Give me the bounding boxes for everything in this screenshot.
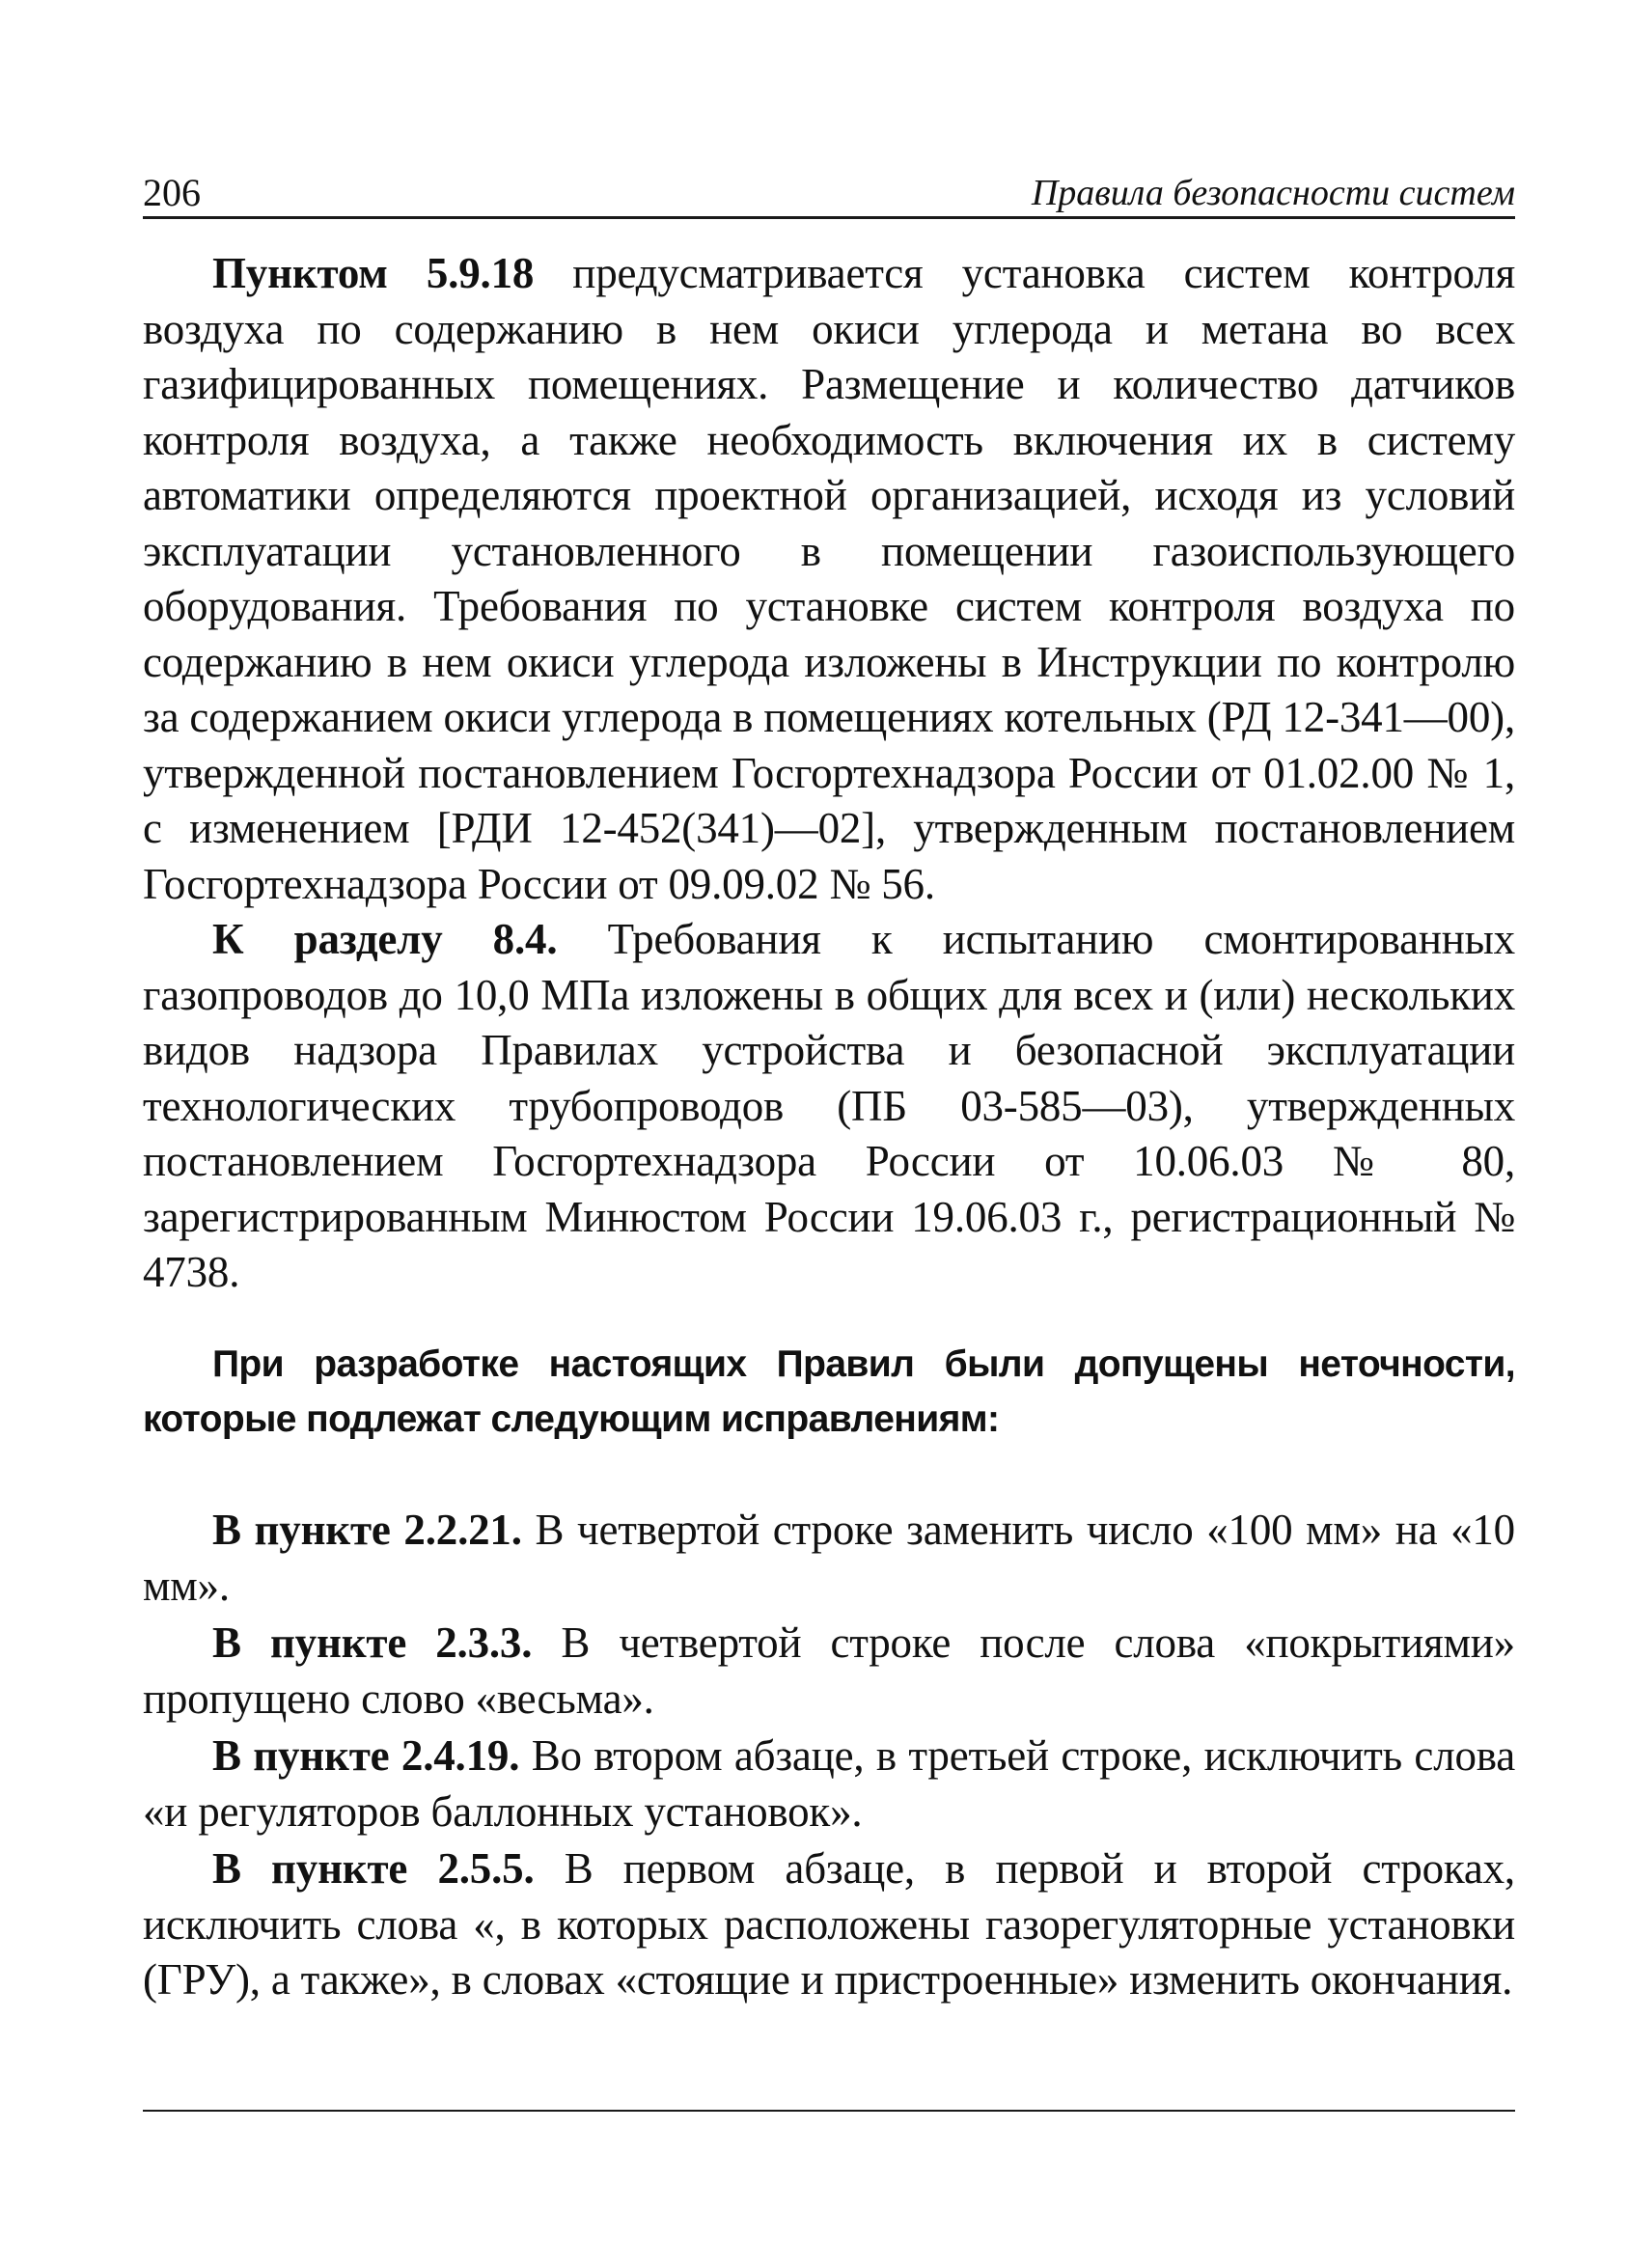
corrections-list	[143, 1503, 1515, 2010]
page-header	[143, 164, 1515, 218]
running-title: Правила безопасности систем	[1031, 173, 1515, 213]
paragraph-lead: Пунктом 5.9.18	[212, 249, 535, 297]
correction-lead: В пункте 2.4.19.	[212, 1731, 520, 1780]
correction-item	[143, 1616, 1515, 1727]
paragraph-5-9-18	[143, 246, 1515, 912]
paragraph-text: предусматривается установка систем контроля воздуха по содержанию в нем окиси углерода и метана во всех газифицированных помещениях. Размещение и количество датчиков контроля воздуха, а также необходимость включения их в систему автоматики определяются проектной организацией, исходя из условий эксплуатации установленного в помещении газоиспользующего оборудования. Требования по установке систем контроля воздуха по содержанию в нем окиси углерода изложены в Инструкции по контролю за содержанием окиси углерода в помещениях котельных (РД 12-341—00), утвержденной постановлением Госгортехнадзора России от 01.02.00 № 1, с изменением [РДИ 12-452(341)—02], утвержденным постановлением Госгортехнадзора России от 09.09.02 № 56.	[143, 249, 1515, 908]
corrections-heading: При разработке настоящих Правил были допущены неточности, которые подлежат следующим исправлениям:	[143, 1343, 1515, 1440]
correction-text: В четвертой строке заменить число «100 мм» на «10 мм».	[143, 1506, 1515, 1610]
correction-lead: В пункте 2.2.21.	[212, 1506, 522, 1554]
paragraph-lead: К разделу 8.4.	[212, 915, 558, 963]
correction-item	[143, 1503, 1515, 1614]
correction-item	[143, 1729, 1515, 1839]
correction-lead: В пункте 2.3.3.	[212, 1618, 533, 1667]
paragraph-text: Требования к испытанию смонтированных газопроводов до 10,0 МПа изложены в общих для всех и (или) нескольких видов надзора Правилах устройства и безопасной эксплуатации технологических трубопроводов (ПБ 03-585—03), утвержденных постановлением Госгортехнадзора России от 10.06.03 № 80, зарегистрированным Минюстом России 19.06.03 г., регистрационный № 4738.	[143, 915, 1515, 1296]
correction-text: В первом абзаце, в первой и второй строках, исключить слова «, в которых расположены газорегуляторные установки (ГРУ), а также», в словах «стоящие и пристроенные» изменить окончания.	[143, 1844, 1515, 2004]
correction-item	[143, 1841, 1515, 2008]
page-number: 206	[143, 171, 201, 214]
correction-text: В четвертой строке после слова «покрытиями» пропущено слово «весьма».	[143, 1618, 1515, 1723]
header-rule	[143, 216, 1515, 219]
footer-rule	[143, 2110, 1515, 2112]
body-text	[143, 246, 1515, 1301]
correction-lead: В пункте 2.5.5.	[212, 1844, 535, 1893]
correction-text: Во втором абзаце, в третьей строке, исключить слова «и регуляторов баллонных установок».	[143, 1731, 1515, 1836]
paragraph-section-8-4	[143, 912, 1515, 1301]
